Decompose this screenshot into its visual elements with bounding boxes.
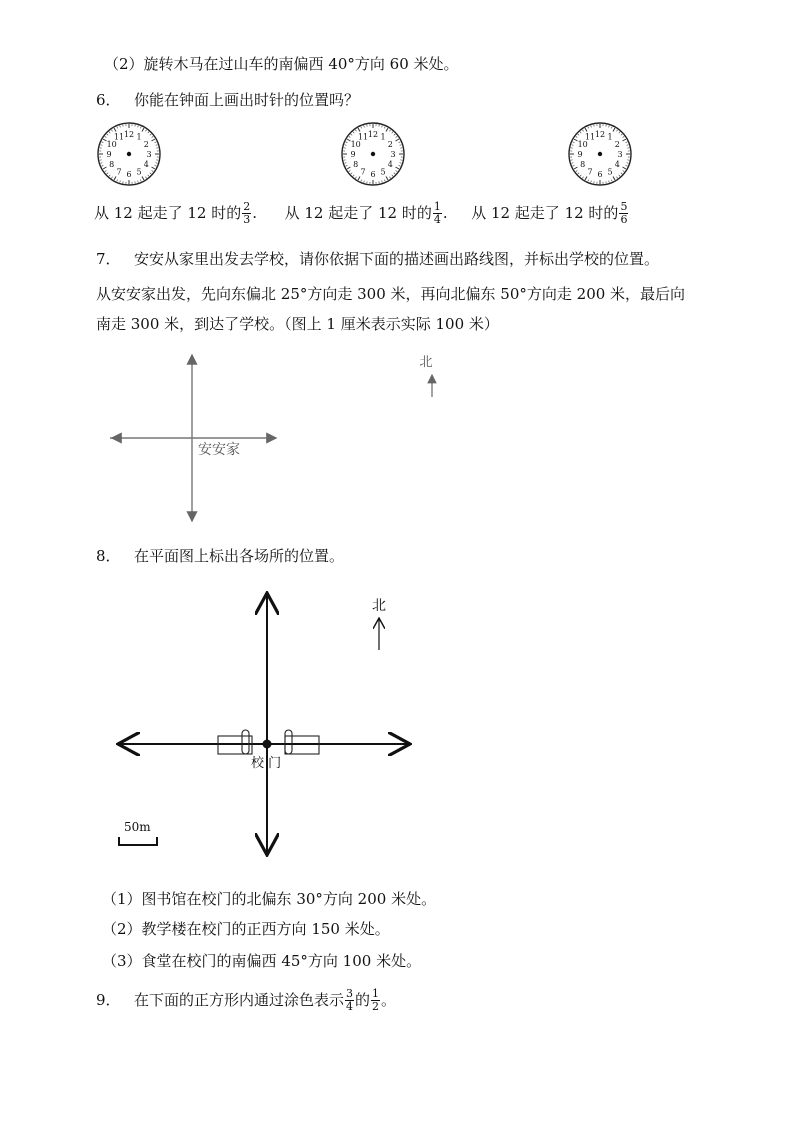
clock-number: 12: [123, 130, 135, 139]
question-text: 安安从家里出发去学校，请你依据下面的描述画出路线图，并标出学校的位置。: [134, 250, 660, 268]
scale-label: 50m: [124, 820, 151, 834]
clock-number: 6: [597, 170, 603, 179]
clock-number: 2: [387, 140, 393, 149]
clock-number: 5: [136, 167, 142, 177]
question-text: 在下面的正方形内通过涂色表示 $\frac{3}{4}$ 的 $\frac{1}{2}$ 。: [134, 987, 397, 1013]
clock-number: 8: [109, 160, 115, 169]
clock-number: 9: [577, 150, 583, 159]
clock-number: 12: [367, 130, 379, 139]
caption-3: 从 12 起走了 12 时的 $\frac{5}{6}$: [471, 200, 628, 226]
q8-item-1: （1）图书馆在校门的北偏东 30°方向 200 米处。: [102, 890, 437, 908]
scale-bar: [119, 837, 157, 845]
gate-label: 校 门: [251, 756, 282, 771]
clock-number: 11: [584, 132, 596, 142]
caption-2: 从 12 起走了 12 时的 $\frac{1}{4}$ .: [284, 200, 448, 226]
question-text: 你能在钟面上画出时针的位置吗？: [134, 91, 360, 109]
clock-number: 10: [350, 140, 361, 149]
clock-center: [598, 152, 602, 156]
clock-face-2[interactable]: [340, 121, 406, 187]
north-label: 北: [372, 598, 386, 614]
question-number: 7．: [96, 250, 121, 268]
clock-number: 2: [614, 140, 620, 149]
clock-number: 4: [143, 160, 149, 169]
gate-point: [263, 740, 272, 749]
question-number: 9．: [96, 990, 121, 1009]
question-6: [96, 89, 359, 110]
clock-number: 8: [353, 160, 359, 169]
q8-site-plan[interactable]: [110, 585, 430, 865]
clock-number: 12: [594, 130, 606, 139]
clock-number: 1: [607, 132, 613, 142]
home-label: 安安家: [198, 442, 240, 458]
fraction-one-half: $\frac{1}{2}$: [372, 987, 380, 1013]
fraction-one-quarter: $\frac{1}{4}$: [433, 200, 441, 226]
fraction-three-quarters: $\frac{3}{4}$: [346, 987, 354, 1013]
clock-number: 5: [380, 167, 386, 177]
clock-number: 11: [357, 132, 369, 142]
q7-description-line-2: 南走 300 米，到达了学校。（图上 1 厘米表示实际 100 米）: [96, 315, 499, 333]
clock-number: 7: [116, 167, 122, 177]
clock-face-1[interactable]: [96, 121, 162, 187]
clock-number: 10: [577, 140, 588, 149]
clock-number: 4: [614, 160, 620, 169]
clock-number: 11: [113, 132, 125, 142]
clock-number: 3: [390, 150, 396, 159]
q7-description-line-1: 从安安家出发，先向东偏北 25°方向走 300 米，再向北偏东 50°方向走 200 米，最后向: [96, 285, 686, 303]
north-label: 北: [419, 355, 433, 370]
fraction-two-thirds: $\frac{2}{3}$: [243, 200, 251, 226]
q7-route-diagram[interactable]: [100, 345, 460, 530]
clock-face-3[interactable]: [567, 121, 633, 187]
clock-number: 1: [380, 132, 386, 142]
clock-number: 3: [146, 150, 152, 159]
clock-number: 1: [136, 132, 142, 142]
clock-number: 8: [580, 160, 586, 169]
clock-number: 6: [370, 170, 376, 179]
q6-captions: [94, 201, 629, 226]
clock-number: 4: [387, 160, 393, 169]
clock-number: 9: [350, 150, 356, 159]
question-text: 在平面图上标出各场所的位置。: [134, 547, 345, 565]
q8-item-3: （3）食堂在校门的南偏西 45°方向 100 米处。: [102, 952, 422, 970]
clock-number: 6: [126, 170, 132, 179]
clock-number: 10: [106, 140, 117, 149]
clock-number: 3: [617, 150, 623, 159]
clock-number: 5: [607, 167, 613, 177]
clock-center: [127, 152, 131, 156]
question-9: [96, 988, 396, 1013]
question-7: [96, 248, 659, 269]
question-number: 6．: [96, 91, 121, 109]
q8-item-2: （2）教学楼在校门的正西方向 150 米处。: [102, 920, 390, 938]
clock-number: 7: [360, 167, 366, 177]
clock-center: [371, 152, 375, 156]
clock-number: 9: [106, 150, 112, 159]
question-number: 8．: [96, 547, 121, 565]
q5-item-2: （2）旋转木马在过山车的南偏西 40°方向 60 米处。: [104, 55, 459, 73]
caption-1: 从 12 起走了 12 时的 $\frac{2}{3}$ .: [94, 200, 258, 226]
question-8: [96, 545, 344, 566]
fraction-five-sixths: $\frac{5}{6}$: [620, 200, 628, 226]
clock-number: 7: [587, 167, 593, 177]
clock-number: 2: [143, 140, 149, 149]
